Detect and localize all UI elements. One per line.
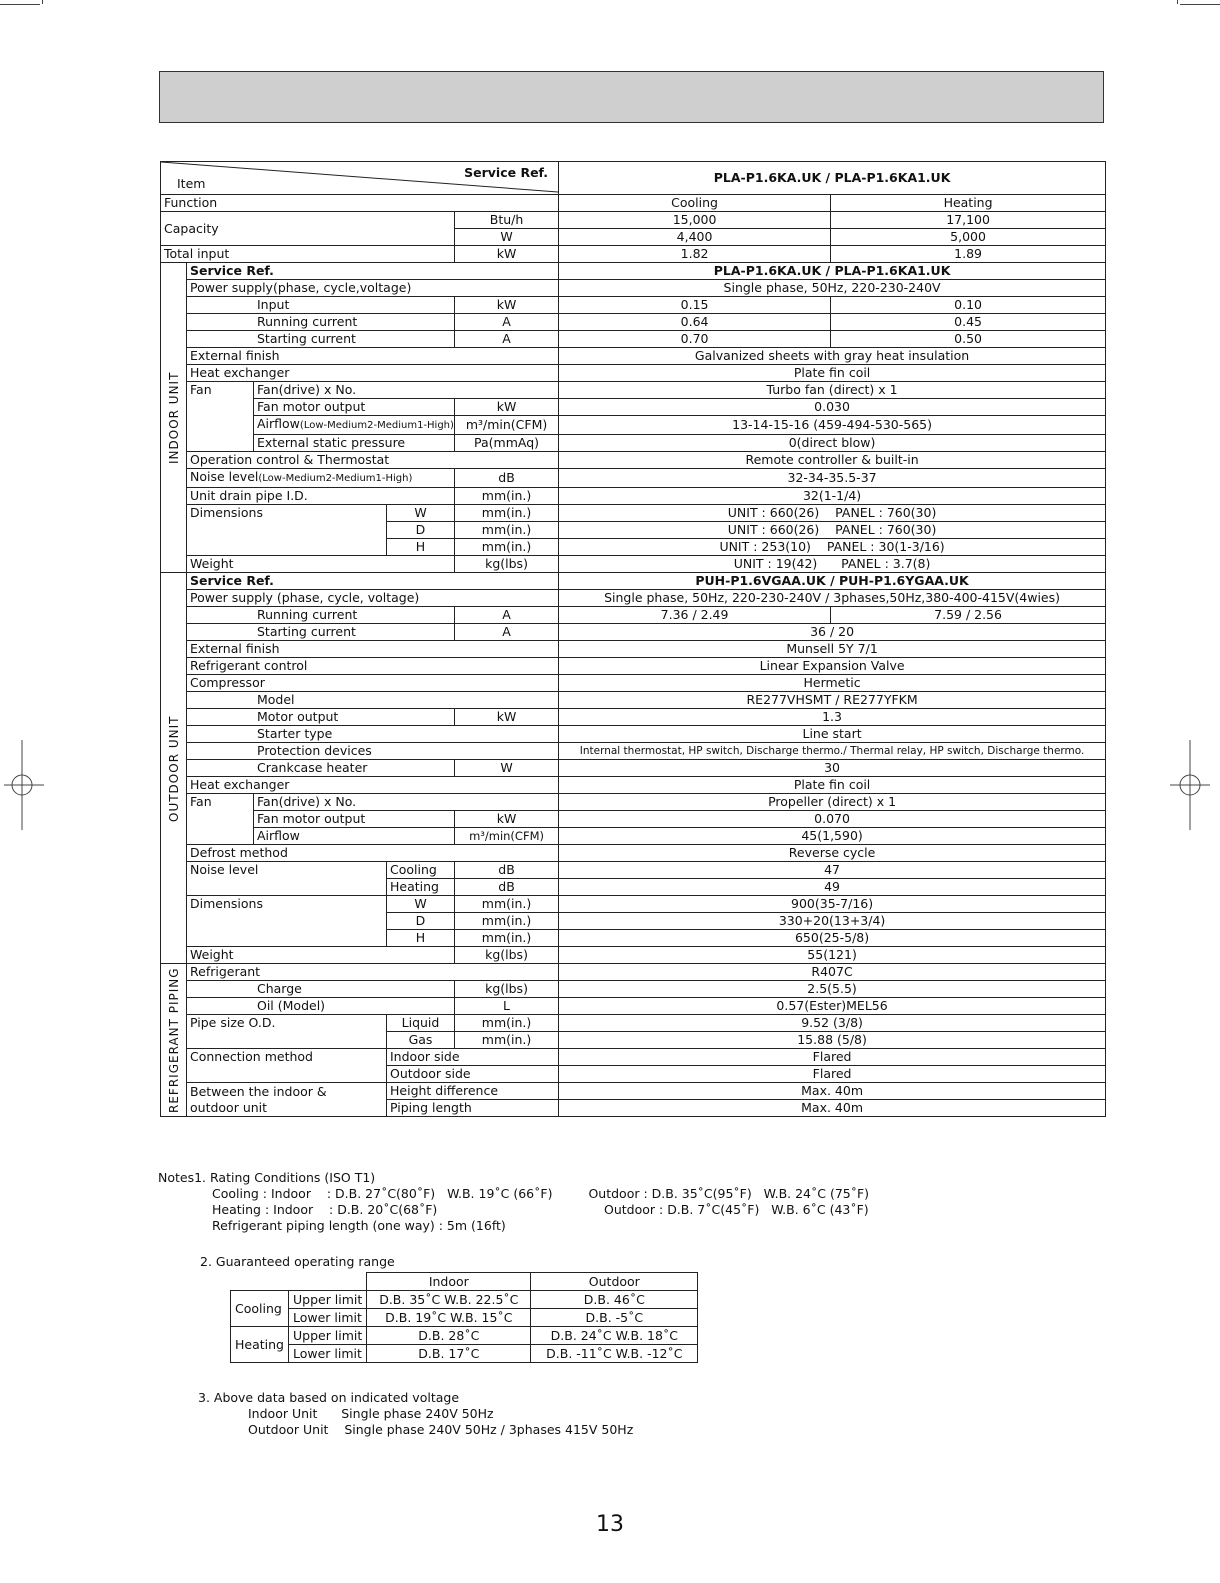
spec-value: 330+20(13+3/4) — [559, 913, 1106, 930]
spec-value: 32-34-35.5-37 — [559, 469, 1106, 488]
spec-label: Power supply (phase, cycle, voltage) — [187, 590, 559, 607]
empty-corner — [231, 1273, 367, 1291]
spec-label: Noise level — [187, 862, 387, 896]
range-heating-label: Heating — [231, 1327, 289, 1363]
outdoor-service-ref: PUH-P1.6VGAA.UK / PUH-P1.6YGAA.UK — [559, 573, 1106, 590]
indoor-service-ref: PLA-P1.6KA.UK / PLA-P1.6KA1.UK — [559, 263, 1106, 280]
value-cell: 17,100 — [831, 212, 1106, 229]
spec-value: UNIT : 660(26) PANEL : 760(30) — [559, 505, 1106, 522]
crop-mark — [1180, 4, 1220, 5]
page-number: 13 — [596, 1512, 624, 1537]
spec-value: Reverse cycle — [559, 845, 1106, 862]
header-item-cell — [161, 162, 559, 195]
value-cell: 15,000 — [559, 212, 831, 229]
spec-value: 0(direct blow) — [559, 435, 1106, 452]
sub-label: Heating — [387, 879, 455, 896]
spec-label: Motor output — [187, 709, 455, 726]
service-ref-label: Service Ref. — [464, 165, 549, 180]
spec-value: Flared — [559, 1066, 1106, 1083]
spec-label: Starter type — [187, 726, 559, 743]
unit-cell: mm(in.) — [455, 913, 559, 930]
value-cell: 4,400 — [559, 229, 831, 246]
spec-label: Dimensions — [187, 505, 387, 556]
spec-label: Fan(drive) x No. — [254, 382, 559, 399]
note-outdoor-voltage: Outdoor Unit Single phase 240V 50Hz / 3phases 415V 50Hz — [248, 1422, 634, 1437]
crop-mark — [1177, 0, 1178, 4]
spec-label: Dimensions — [187, 896, 387, 947]
unit-cell: Pa(mmAq) — [455, 435, 559, 452]
spec-value: UNIT : 19(42) PANEL : 3.7(8) — [559, 556, 1106, 573]
unit-cell: A — [455, 314, 559, 331]
model-name: PLA-P1.6KA.UK / PLA-P1.6KA1.UK — [559, 162, 1106, 195]
spec-value: Single phase, 50Hz, 220-230-240V / 3phases,50Hz,380-400-415V(4wies) — [559, 590, 1106, 607]
spec-label: External finish — [187, 641, 559, 658]
range-cooling-label: Cooling — [231, 1291, 289, 1327]
range-value: D.B. 19˚C W.B. 15˚C — [367, 1309, 531, 1327]
spec-value: 9.52 (3/8) — [559, 1015, 1106, 1032]
capacity-label: Capacity — [161, 212, 455, 246]
spec-label: Refrigerant — [187, 964, 559, 981]
note-heating-indoor: Heating : Indoor : D.B. 20˚C(68˚F) — [212, 1202, 438, 1217]
range-lower-label: Lower limit — [288, 1345, 366, 1363]
spec-value: Munsell 5Y 7/1 — [559, 641, 1106, 658]
spec-value: 650(25-5/8) — [559, 930, 1106, 947]
refrigerant-piping-section-label: REFRIGERANT PIPING — [161, 964, 187, 1117]
range-upper-label: Upper limit — [288, 1291, 366, 1309]
unit-cell: W — [455, 229, 559, 246]
value-cell: 0.64 — [559, 314, 831, 331]
service-ref-label: Service Ref. — [187, 263, 559, 280]
dim-axis: H — [387, 539, 455, 556]
unit-cell: dB — [455, 879, 559, 896]
operating-range-table — [230, 1272, 698, 1363]
unit-cell: kW — [455, 811, 559, 828]
range-value: D.B. -11˚C W.B. -12˚C — [531, 1345, 698, 1363]
value-cell: 7.36 / 2.49 — [559, 607, 831, 624]
noise-sub: (Low-Medium2-Medium1-High) — [258, 473, 413, 484]
between-label-line1: Between the indoor & — [190, 1084, 327, 1099]
spec-value: Linear Expansion Valve — [559, 658, 1106, 675]
spec-value: Max. 40m — [559, 1100, 1106, 1117]
airflow-label: Airflow — [257, 416, 300, 431]
spec-label: Fan — [187, 382, 254, 452]
range-lower-label: Lower limit — [288, 1309, 366, 1327]
spec-label: Fan — [187, 794, 254, 845]
function-label: Function — [161, 195, 559, 212]
spec-value: Max. 40m — [559, 1083, 1106, 1100]
dim-axis: H — [387, 930, 455, 947]
spec-value: 36 / 20 — [559, 624, 1106, 641]
registration-mark-left — [2, 740, 46, 830]
heating-header: Heating — [831, 195, 1106, 212]
unit-cell: mm(in.) — [455, 1032, 559, 1049]
unit-cell: kW — [455, 246, 559, 263]
note-cooling-indoor: Cooling : Indoor : D.B. 27˚C(80˚F) W.B. 19˚C (66˚F) — [212, 1186, 553, 1201]
sub-label: Liquid — [387, 1015, 455, 1032]
between-label-line2: outdoor unit — [190, 1100, 268, 1115]
spec-value: 47 — [559, 862, 1106, 879]
sub-label: Height difference — [387, 1083, 559, 1100]
sub-label: Gas — [387, 1032, 455, 1049]
spec-value: 49 — [559, 879, 1106, 896]
spec-label: Running current — [187, 314, 455, 331]
unit-cell: m³/min(CFM) — [455, 416, 559, 435]
unit-cell: L — [455, 998, 559, 1015]
spec-value: 1.3 — [559, 709, 1106, 726]
indoor-unit-section-label: INDOOR UNIT — [161, 263, 187, 573]
spec-label: Power supply(phase, cycle,voltage) — [187, 280, 559, 297]
spec-value: 0.030 — [559, 399, 1106, 416]
spec-label: Defrost method — [187, 845, 559, 862]
spec-label — [187, 469, 455, 488]
spec-value: 900(35-7/16) — [559, 896, 1106, 913]
spec-value: Line start — [559, 726, 1106, 743]
spec-label: Fan motor output — [254, 811, 455, 828]
unit-cell: A — [455, 331, 559, 348]
spec-label: Weight — [187, 947, 455, 964]
spec-label: Oil (Model) — [187, 998, 455, 1015]
spec-label: Weight — [187, 556, 455, 573]
spec-value: RE277VHSMT / RE277YFKM — [559, 692, 1106, 709]
note-piping-length: Refrigerant piping length (one way) : 5m (16ft) — [212, 1218, 506, 1233]
spec-value: Internal thermostat, HP switch, Discharge thermo./ Thermal relay, HP switch, Discharge thermo. — [559, 743, 1106, 760]
spec-value: Flared — [559, 1049, 1106, 1066]
noise-label: Noise level — [190, 469, 259, 484]
spec-label: Connection method — [187, 1049, 387, 1083]
value-cell: 1.82 — [559, 246, 831, 263]
range-value: D.B. 17˚C — [367, 1345, 531, 1363]
range-value: D.B. 46˚C — [531, 1291, 698, 1309]
range-value: D.B. 35˚C W.B. 22.5˚C — [367, 1291, 531, 1309]
unit-cell: mm(in.) — [455, 930, 559, 947]
unit-cell: mm(in.) — [455, 488, 559, 505]
spec-value: UNIT : 253(10) PANEL : 30(1-3/16) — [559, 539, 1106, 556]
unit-cell: kW — [455, 399, 559, 416]
spec-label: Running current — [187, 607, 455, 624]
value-cell: 0.15 — [559, 297, 831, 314]
spec-value: Galvanized sheets with gray heat insulation — [559, 348, 1106, 365]
note-2-title: 2. Guaranteed operating range — [200, 1254, 395, 1269]
spec-label: Protection devices — [187, 743, 559, 760]
value-cell: 0.45 — [831, 314, 1106, 331]
spec-label: Airflow — [254, 828, 455, 845]
unit-cell: mm(in.) — [455, 1015, 559, 1032]
range-value: D.B. 24˚C W.B. 18˚C — [531, 1327, 698, 1345]
outdoor-unit-section-label: OUTDOOR UNIT — [161, 573, 187, 964]
spec-value: Propeller (direct) x 1 — [559, 794, 1106, 811]
cooling-header: Cooling — [559, 195, 831, 212]
spec-value: 2.5(5.5) — [559, 981, 1106, 998]
airflow-sub: (Low-Medium2-Medium1-High) — [299, 420, 454, 431]
unit-cell: dB — [455, 469, 559, 488]
value-cell: 1.89 — [831, 246, 1106, 263]
service-ref-label: Service Ref. — [187, 573, 559, 590]
spec-value: 0.070 — [559, 811, 1106, 828]
dim-axis: W — [387, 896, 455, 913]
unit-cell: dB — [455, 862, 559, 879]
range-value: D.B. 28˚C — [367, 1327, 531, 1345]
note-cooling-outdoor: Outdoor : D.B. 35˚C(95˚F) W.B. 24˚C (75˚F) — [588, 1186, 870, 1201]
spec-label: External static pressure — [254, 435, 455, 452]
range-outdoor-header: Outdoor — [531, 1273, 698, 1291]
spec-label: Operation control & Thermostat — [187, 452, 559, 469]
unit-cell: mm(in.) — [455, 539, 559, 556]
note-indoor-voltage: Indoor Unit Single phase 240V 50Hz — [248, 1406, 494, 1421]
spec-value: 13-14-15-16 (459-494-530-565) — [559, 416, 1106, 435]
spec-value: 15.88 (5/8) — [559, 1032, 1106, 1049]
note-3-title: 3. Above data based on indicated voltage — [198, 1390, 460, 1405]
spec-label: Charge — [187, 981, 455, 998]
spec-value: Plate fin coil — [559, 365, 1106, 382]
unit-cell: A — [455, 624, 559, 641]
sub-label: Piping length — [387, 1100, 559, 1117]
spec-label: Heat exchanger — [187, 777, 559, 794]
range-indoor-header: Indoor — [367, 1273, 531, 1291]
unit-cell: kg(lbs) — [455, 556, 559, 573]
spec-table — [160, 161, 1106, 1117]
sub-label: Outdoor side — [387, 1066, 559, 1083]
value-cell: 7.59 / 2.56 — [831, 607, 1106, 624]
spec-label: Pipe size O.D. — [187, 1015, 387, 1049]
total-input-label: Total input — [161, 246, 455, 263]
spec-label: Crankcase heater — [187, 760, 455, 777]
dim-axis: D — [387, 522, 455, 539]
spec-label: Model — [187, 692, 559, 709]
item-label: Item — [177, 176, 206, 191]
unit-cell: kg(lbs) — [455, 981, 559, 998]
spec-value: 55(121) — [559, 947, 1106, 964]
spec-label — [254, 416, 455, 435]
sub-label: Cooling — [387, 862, 455, 879]
value-cell: 0.70 — [559, 331, 831, 348]
unit-cell: W — [455, 760, 559, 777]
note-1-title: Notes1. Rating Conditions (ISO T1) — [158, 1170, 376, 1185]
unit-cell: mm(in.) — [455, 896, 559, 913]
unit-cell: mm(in.) — [455, 522, 559, 539]
spec-label: External finish — [187, 348, 559, 365]
unit-cell: kW — [455, 297, 559, 314]
value-cell: 5,000 — [831, 229, 1106, 246]
spec-value: Remote controller & built-in — [559, 452, 1106, 469]
range-upper-label: Upper limit — [288, 1327, 366, 1345]
spec-label: Fan(drive) x No. — [254, 794, 559, 811]
registration-mark-right — [1168, 740, 1212, 830]
spec-value: 30 — [559, 760, 1106, 777]
spec-value: 0.57(Ester)MEL56 — [559, 998, 1106, 1015]
unit-cell: kg(lbs) — [455, 947, 559, 964]
spec-label: Starting current — [187, 331, 455, 348]
dim-axis: D — [387, 913, 455, 930]
unit-cell: mm(in.) — [455, 505, 559, 522]
spec-label: Input — [187, 297, 455, 314]
note-heating-outdoor: Outdoor : D.B. 7˚C(45˚F) W.B. 6˚C (43˚F) — [604, 1202, 869, 1217]
unit-cell: A — [455, 607, 559, 624]
unit-cell: Btu/h — [455, 212, 559, 229]
crop-mark — [42, 0, 43, 4]
dim-axis: W — [387, 505, 455, 522]
spec-value: Single phase, 50Hz, 220-230-240V — [559, 280, 1106, 297]
spec-label: Refrigerant control — [187, 658, 559, 675]
spec-label: Heat exchanger — [187, 365, 559, 382]
range-value: D.B. -5˚C — [531, 1309, 698, 1327]
spec-value: Turbo fan (direct) x 1 — [559, 382, 1106, 399]
section-header-bar — [159, 71, 1104, 123]
spec-value: 45(1,590) — [559, 828, 1106, 845]
spec-value: R407C — [559, 964, 1106, 981]
crop-mark — [0, 4, 40, 5]
unit-cell: m³/min(CFM) — [455, 828, 559, 845]
value-cell: 0.10 — [831, 297, 1106, 314]
spec-label: Unit drain pipe I.D. — [187, 488, 455, 505]
unit-cell: kW — [455, 709, 559, 726]
spec-label: Compressor — [187, 675, 559, 692]
sub-label: Indoor side — [387, 1049, 559, 1066]
spec-label — [187, 1083, 387, 1117]
spec-value: Hermetic — [559, 675, 1106, 692]
spec-value: 32(1-1/4) — [559, 488, 1106, 505]
spec-label: Starting current — [187, 624, 455, 641]
value-cell: 0.50 — [831, 331, 1106, 348]
spec-label: Fan motor output — [254, 399, 455, 416]
spec-value: UNIT : 660(26) PANEL : 760(30) — [559, 522, 1106, 539]
spec-value: Plate fin coil — [559, 777, 1106, 794]
